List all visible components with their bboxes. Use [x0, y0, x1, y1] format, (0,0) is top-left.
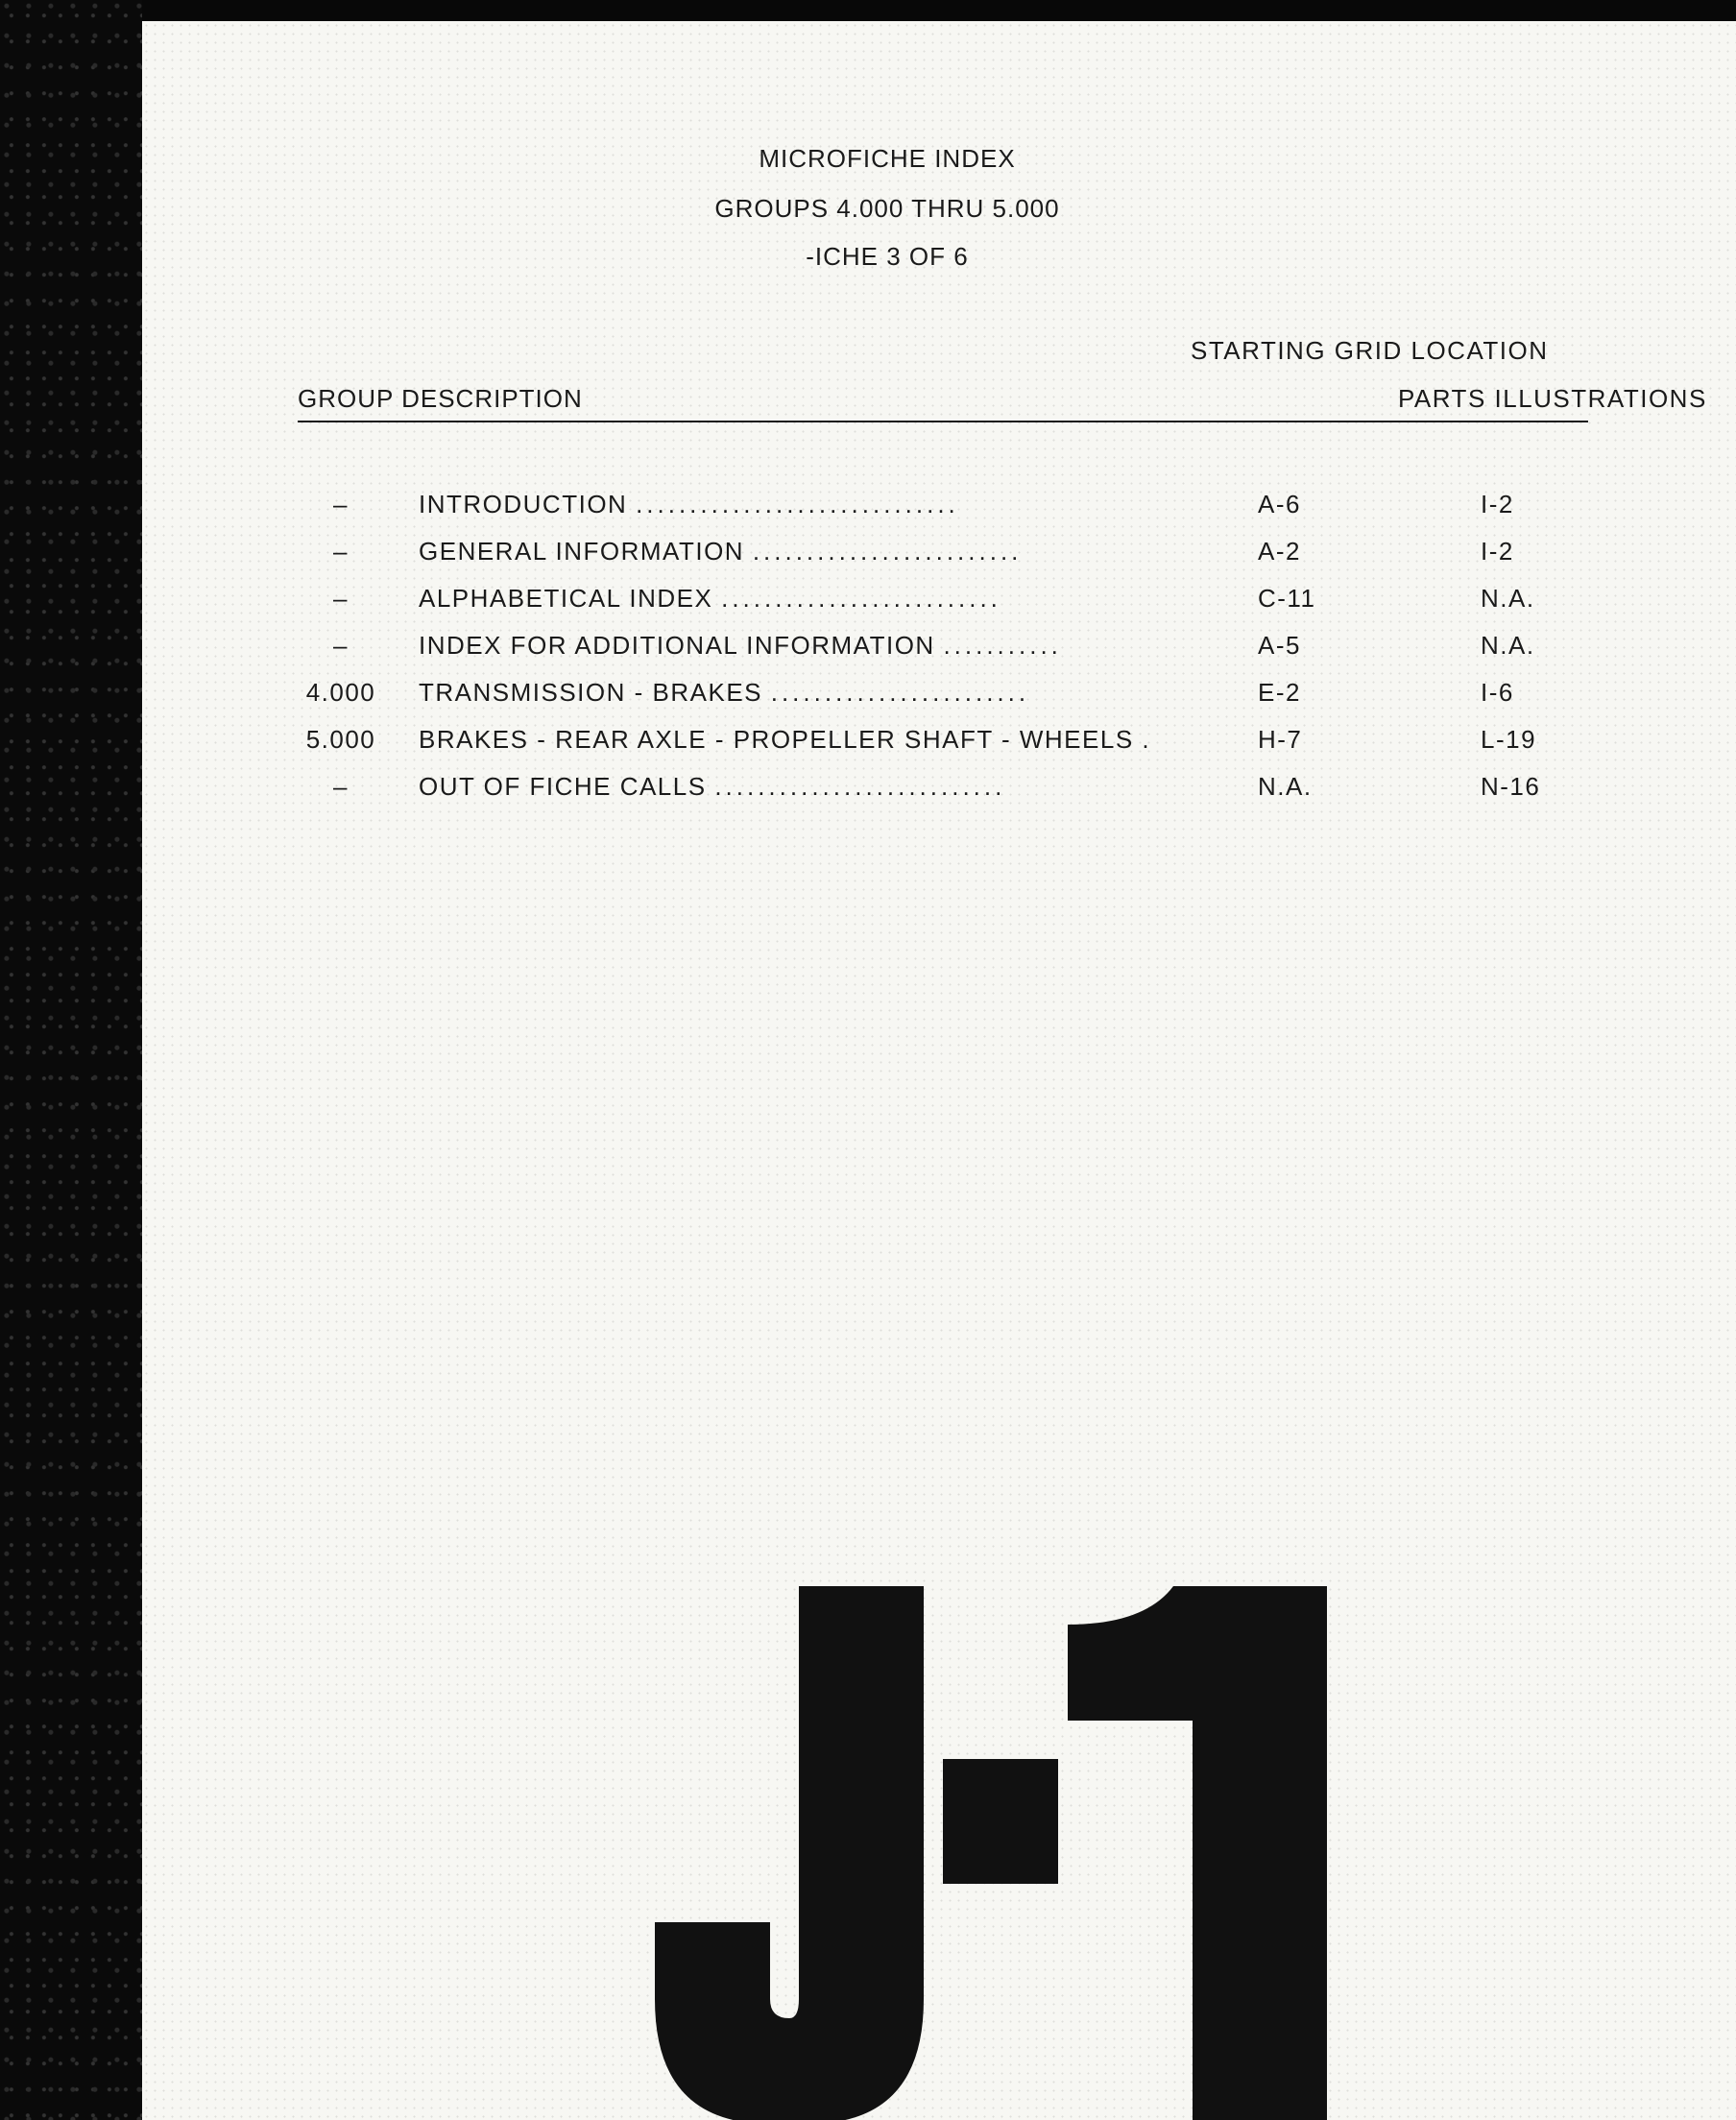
description-cell: [419, 631, 1214, 661]
group-description-heading: GROUP DESCRIPTION: [298, 384, 583, 413]
leader-dots: .........................: [752, 537, 1023, 566]
parts-location-cell: E-2: [1258, 678, 1301, 707]
title-line-2: GROUPS 4.000 THRU 5.000: [714, 194, 1060, 223]
parts-location-cell: A-6: [1258, 490, 1301, 518]
description-text: OUT OF FICHE CALLS: [419, 772, 707, 801]
fiche-marker-j1-logo: [655, 1586, 1346, 2120]
description-cell: [419, 678, 1214, 708]
table-row: [298, 725, 1623, 772]
table-row: [298, 490, 1623, 537]
illustrations-location-cell: I-2: [1481, 490, 1514, 518]
group-cell: –: [333, 584, 349, 613]
description-cell: [419, 772, 1214, 802]
parts-location-cell: A-2: [1258, 537, 1301, 566]
dash-shape: [943, 1759, 1058, 1884]
table-row: [298, 678, 1623, 725]
description-text: ALPHABETICAL INDEX: [419, 584, 713, 613]
group-cell: 4.000: [305, 678, 376, 707]
leader-dots: ..............................: [636, 490, 959, 518]
group-cell: –: [333, 772, 349, 801]
illustrations-location-cell: N.A.: [1481, 631, 1535, 660]
parts-location-cell: H-7: [1258, 725, 1303, 754]
description-cell: [419, 725, 1214, 755]
group-cell: –: [333, 490, 349, 518]
table-row: [298, 537, 1623, 584]
group-cell: 5.000: [305, 725, 376, 754]
top-scan-edge: [0, 0, 1736, 21]
column-header-row: [298, 384, 1707, 422]
leader-dots: ...........: [943, 631, 1062, 660]
left-scan-edge: [0, 0, 142, 2120]
starting-grid-location-heading: STARTING GRID LOCATION: [1191, 336, 1549, 365]
group-cell: –: [333, 537, 349, 566]
table-row: [298, 631, 1623, 678]
description-text: INTRODUCTION: [419, 490, 628, 518]
illustrations-location-cell: I-6: [1481, 678, 1514, 707]
numeral-one-shape: [1068, 1586, 1327, 2120]
microfiche-index-sheet: [142, 21, 1736, 2120]
parts-location-cell: A-5: [1258, 631, 1301, 660]
illustrations-location-cell: L-19: [1481, 725, 1537, 754]
table-row: [298, 772, 1623, 819]
title-line-1: MICROFICHE INDEX: [759, 144, 1016, 173]
description-cell: [419, 537, 1214, 566]
description-text: INDEX FOR ADDITIONAL INFORMATION: [419, 631, 935, 660]
description-text: BRAKES - REAR AXLE - PROPELLER SHAFT - WHEELS .: [419, 725, 1151, 754]
leader-dots: ...........................: [714, 772, 1006, 801]
parts-illustrations-heading: PARTS ILLUSTRATIONS: [1398, 384, 1707, 413]
illustrations-location-cell: N.A.: [1481, 584, 1535, 613]
leader-dots: ..........................: [721, 584, 1001, 613]
table-row: [298, 584, 1623, 631]
description-text: TRANSMISSION - BRAKES: [419, 678, 762, 707]
leader-dots: ........................: [770, 678, 1030, 707]
description-cell: [419, 584, 1214, 614]
group-cell: –: [333, 631, 349, 660]
illustrations-location-cell: I-2: [1481, 537, 1514, 566]
illustrations-location-cell: N-16: [1481, 772, 1541, 801]
index-table: [298, 490, 1623, 819]
parts-location-cell: C-11: [1258, 584, 1316, 613]
parts-location-cell: N.A.: [1258, 772, 1313, 801]
letter-j-shape: [655, 1586, 924, 2120]
title-line-3: -ICHE 3 OF 6: [806, 242, 969, 271]
description-text: GENERAL INFORMATION: [419, 537, 745, 566]
description-cell: [419, 490, 1214, 519]
